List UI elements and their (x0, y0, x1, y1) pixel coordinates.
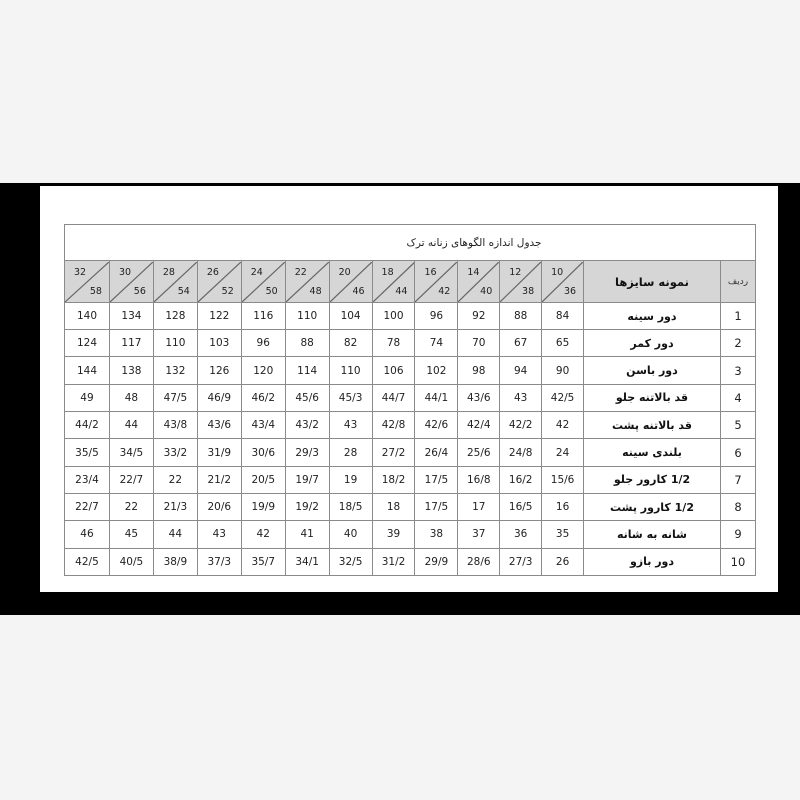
value-cell: 16 (542, 493, 584, 520)
size-bottom-label: 44 (395, 285, 408, 297)
value-cell: 16/5 (500, 493, 542, 520)
value-cell: 34/1 (285, 548, 329, 575)
value-cell: 26/4 (415, 439, 458, 466)
value-cell: 20/5 (241, 466, 285, 493)
row-label: 1/2 کارور جلو (584, 466, 721, 493)
row-index: 5 (720, 412, 755, 439)
diagonal-divider (65, 262, 109, 302)
value-cell: 27/3 (500, 548, 542, 575)
value-cell: 43/4 (241, 412, 285, 439)
value-cell: 17/5 (415, 466, 458, 493)
size-top-label: 28 (162, 266, 175, 278)
header-row (65, 261, 756, 302)
row-label: دور باسن (584, 357, 721, 384)
table-row (65, 412, 756, 439)
size-top-label: 16 (424, 266, 437, 278)
value-cell: 67 (500, 330, 542, 357)
table-row (65, 521, 756, 548)
row-index: 2 (720, 330, 755, 357)
value-cell: 140 (65, 302, 110, 329)
value-cell: 29/3 (285, 439, 329, 466)
value-cell: 47/5 (153, 384, 197, 411)
size-bottom-label: 58 (89, 285, 102, 297)
value-cell: 19/7 (285, 466, 329, 493)
diagonal-divider (110, 262, 153, 302)
diagonal-divider (242, 262, 285, 302)
size-top-label: 14 (467, 266, 480, 278)
size-top-label: 32 (74, 266, 87, 278)
diagonal-divider (286, 262, 329, 302)
value-cell: 43 (329, 412, 372, 439)
value-cell: 96 (241, 330, 285, 357)
size-header-cell (372, 261, 415, 302)
size-header-cell (241, 261, 285, 302)
size-header-cell (197, 261, 241, 302)
value-cell: 43 (197, 521, 241, 548)
value-cell: 18 (372, 493, 415, 520)
value-cell: 17 (458, 493, 500, 520)
value-cell: 21/2 (197, 466, 241, 493)
value-cell: 132 (153, 357, 197, 384)
value-cell: 38/9 (153, 548, 197, 575)
table-row (65, 466, 756, 493)
value-cell: 82 (329, 330, 372, 357)
value-cell: 28 (329, 439, 372, 466)
value-cell: 41 (285, 521, 329, 548)
value-cell: 43/8 (153, 412, 197, 439)
value-cell: 90 (542, 357, 584, 384)
row-index: 8 (720, 493, 755, 520)
value-cell: 39 (372, 521, 415, 548)
size-bottom-label: 40 (480, 285, 493, 297)
value-cell: 22/7 (109, 466, 153, 493)
value-cell: 94 (500, 357, 542, 384)
value-cell: 43 (500, 384, 542, 411)
value-cell: 98 (458, 357, 500, 384)
value-cell: 74 (415, 330, 458, 357)
value-cell: 42 (241, 521, 285, 548)
value-cell: 28/6 (458, 548, 500, 575)
size-header-cell (285, 261, 329, 302)
value-cell: 92 (458, 302, 500, 329)
label-column-header: نمونه سایزها (584, 261, 721, 302)
value-cell: 42/2 (500, 412, 542, 439)
value-cell: 44/2 (65, 412, 110, 439)
size-header-cell (415, 261, 458, 302)
value-cell: 106 (372, 357, 415, 384)
value-cell: 45 (109, 521, 153, 548)
size-top-label: 10 (551, 266, 564, 278)
table-row (65, 439, 756, 466)
value-cell: 29/9 (415, 548, 458, 575)
value-cell: 124 (65, 330, 110, 357)
value-cell: 102 (415, 357, 458, 384)
value-cell: 36 (500, 521, 542, 548)
value-cell: 42/5 (542, 384, 584, 411)
size-bottom-label: 52 (221, 285, 234, 297)
value-cell: 27/2 (372, 439, 415, 466)
table-title-text: جدول اندازه الگوهای زنانه ترک (406, 236, 542, 249)
size-bottom-label: 54 (177, 285, 190, 297)
value-cell: 16/2 (500, 466, 542, 493)
row-index: 3 (720, 357, 755, 384)
size-bottom-label: 48 (309, 285, 322, 297)
value-cell: 43/2 (285, 412, 329, 439)
row-index: 9 (720, 521, 755, 548)
value-cell: 43/6 (197, 412, 241, 439)
row-index: 7 (720, 466, 755, 493)
value-cell: 19 (329, 466, 372, 493)
value-cell: 96 (415, 302, 458, 329)
value-cell: 35 (542, 521, 584, 548)
table-row (65, 384, 756, 411)
value-cell: 18/5 (329, 493, 372, 520)
value-cell: 110 (285, 302, 329, 329)
value-cell: 70 (458, 330, 500, 357)
value-cell: 116 (241, 302, 285, 329)
size-top-label: 20 (338, 266, 351, 278)
table-row (65, 302, 756, 329)
value-cell: 31/9 (197, 439, 241, 466)
value-cell: 43/6 (458, 384, 500, 411)
row-index: 6 (720, 439, 755, 466)
value-cell: 45/6 (285, 384, 329, 411)
value-cell: 46/2 (241, 384, 285, 411)
value-cell: 88 (500, 302, 542, 329)
value-cell: 19/2 (285, 493, 329, 520)
row-label: دور سینه (584, 302, 721, 329)
size-header-cell (458, 261, 500, 302)
value-cell: 45/3 (329, 384, 372, 411)
size-top-label: 26 (206, 266, 219, 278)
value-cell: 128 (153, 302, 197, 329)
size-top-label: 30 (118, 266, 132, 278)
value-cell: 65 (542, 330, 584, 357)
row-label: 1/2 کارور پشت (584, 493, 721, 520)
value-cell: 21/3 (153, 493, 197, 520)
value-cell: 144 (65, 357, 110, 384)
value-cell: 46 (65, 521, 110, 548)
value-cell: 19/9 (241, 493, 285, 520)
value-cell: 35/7 (241, 548, 285, 575)
value-cell: 122 (197, 302, 241, 329)
value-cell: 100 (372, 302, 415, 329)
size-top-label: 24 (250, 266, 263, 278)
table-row (65, 493, 756, 520)
value-cell: 46/9 (197, 384, 241, 411)
size-bottom-label: 56 (133, 285, 146, 297)
value-cell: 31/2 (372, 548, 415, 575)
size-top-label: 18 (381, 266, 394, 278)
value-cell: 42/8 (372, 412, 415, 439)
size-header-cell (500, 261, 542, 302)
value-cell: 22/7 (65, 493, 110, 520)
table-row (65, 357, 756, 384)
size-bottom-label: 46 (352, 285, 365, 297)
value-cell: 34/5 (109, 439, 153, 466)
row-index: 10 (720, 548, 755, 575)
size-bottom-label: 42 (438, 285, 451, 297)
value-cell: 37/3 (197, 548, 241, 575)
value-cell: 120 (241, 357, 285, 384)
value-cell: 42/6 (415, 412, 458, 439)
row-label: دور کمر (584, 330, 721, 357)
size-bottom-label: 38 (522, 285, 535, 297)
row-label: بلندی سینه (584, 439, 721, 466)
value-cell: 20/6 (197, 493, 241, 520)
value-cell: 33/2 (153, 439, 197, 466)
value-cell: 25/6 (458, 439, 500, 466)
value-cell: 126 (197, 357, 241, 384)
value-cell: 18/2 (372, 466, 415, 493)
size-top-label: 22 (294, 266, 307, 278)
size-header-cell (542, 261, 584, 302)
value-cell: 38 (415, 521, 458, 548)
size-header-cell (109, 261, 153, 302)
value-cell: 42/4 (458, 412, 500, 439)
value-cell: 15/6 (542, 466, 584, 493)
value-cell: 103 (197, 330, 241, 357)
value-cell: 23/4 (65, 466, 110, 493)
diagonal-divider (154, 262, 197, 302)
diagonal-divider (198, 262, 241, 302)
value-cell: 44 (153, 521, 197, 548)
value-cell: 110 (329, 357, 372, 384)
value-cell: 24 (542, 439, 584, 466)
table-title (65, 225, 756, 261)
size-header-cell (153, 261, 197, 302)
row-label: قد بالاتنه پشت (584, 412, 721, 439)
value-cell: 42/5 (65, 548, 110, 575)
row-label: قد بالاتنه جلو (584, 384, 721, 411)
value-cell: 40/5 (109, 548, 153, 575)
size-chart-table (64, 224, 756, 576)
value-cell: 40 (329, 521, 372, 548)
value-cell: 26 (542, 548, 584, 575)
value-cell: 44 (109, 412, 153, 439)
value-cell: 37 (458, 521, 500, 548)
value-cell: 44/7 (372, 384, 415, 411)
value-cell: 22 (153, 466, 197, 493)
value-cell: 35/5 (65, 439, 110, 466)
table-row (65, 330, 756, 357)
value-cell: 48 (109, 384, 153, 411)
value-cell: 88 (285, 330, 329, 357)
size-header-cell (65, 261, 110, 302)
row-index: 4 (720, 384, 755, 411)
value-cell: 24/8 (500, 439, 542, 466)
value-cell: 30/6 (241, 439, 285, 466)
value-cell: 134 (109, 302, 153, 329)
size-bottom-label: 36 (563, 285, 577, 297)
value-cell: 78 (372, 330, 415, 357)
value-cell: 42 (542, 412, 584, 439)
size-bottom-label: 50 (265, 285, 278, 297)
row-label: دور بازو (584, 548, 721, 575)
value-cell: 117 (109, 330, 153, 357)
value-cell: 16/8 (458, 466, 500, 493)
row-index: 1 (720, 302, 755, 329)
value-cell: 84 (542, 302, 584, 329)
size-top-label: 12 (509, 266, 522, 278)
value-cell: 104 (329, 302, 372, 329)
value-cell: 22 (109, 493, 153, 520)
value-cell: 110 (153, 330, 197, 357)
value-cell: 114 (285, 357, 329, 384)
value-cell: 32/5 (329, 548, 372, 575)
row-label: شانه به شانه (584, 521, 721, 548)
value-cell: 44/1 (415, 384, 458, 411)
value-cell: 49 (65, 384, 110, 411)
index-column-header: ردیف (720, 261, 755, 302)
value-cell: 138 (109, 357, 153, 384)
table-row (65, 548, 756, 575)
value-cell: 17/5 (415, 493, 458, 520)
size-header-cell (329, 261, 372, 302)
